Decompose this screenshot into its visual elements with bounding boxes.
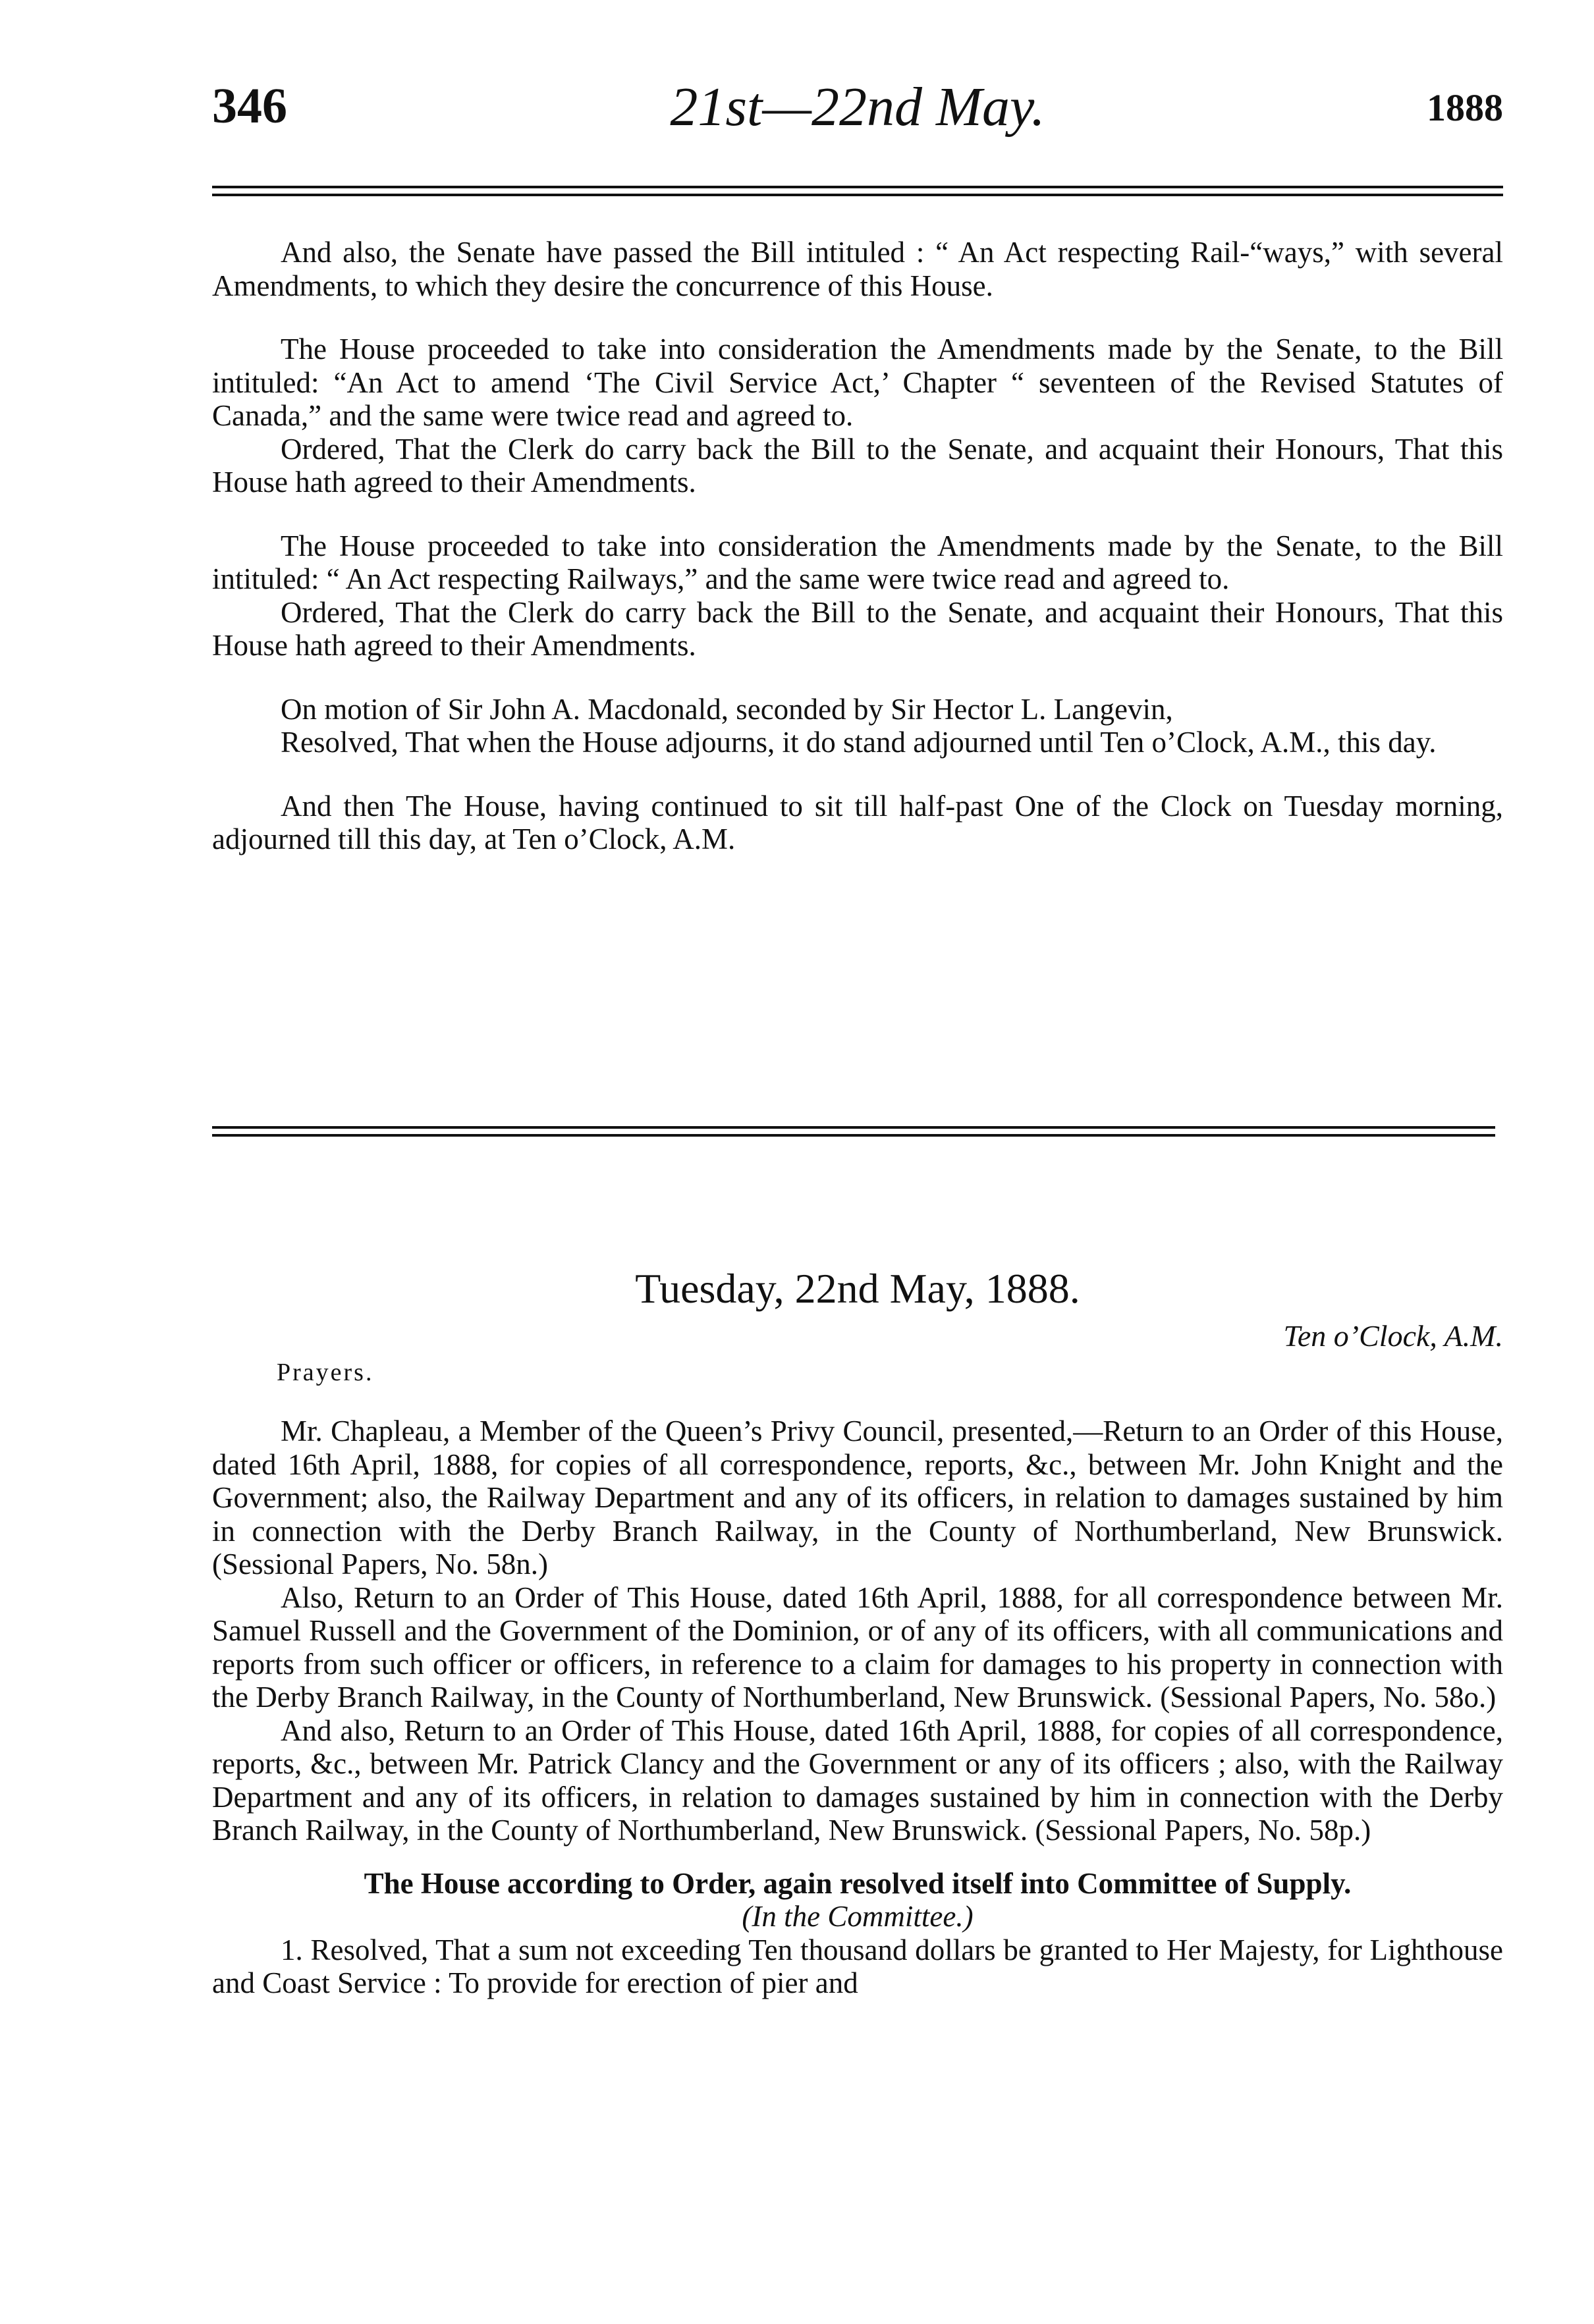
committee-of-supply-heading: The House according to Order, again resolved itself into Committee of Supply.	[364, 1866, 1352, 1900]
paragraph: The House proceeded to take into consideration the Amendments made by the Senate, to the Bill intituled: “An Act to amend ‘The Civil Service Act,’ Chapter “ seventeen of the Revised Statutes of Canada,” and the same were twice read and agreed to.	[212, 333, 1503, 432]
sitting-time: Ten o’Clock, A.M.	[1283, 1319, 1503, 1353]
paragraph: And also, Return to an Order of This House, dated 16th April, 1888, for copies of all correspondence, reports, &c., between Mr. Patrick Clancy and the Government or any of its officers ; also, with the Railway Department and any of its officers, in relation to damages sustained by him in connection with the Derby Branch Railway, in the County of Northumberland, New Brunswick. (Sessional Papers, No. 58p.)	[212, 1714, 1503, 1847]
header-year: 1888	[1427, 86, 1503, 129]
page-header	[212, 78, 1503, 150]
paragraph: Ordered, That the Clerk do carry back the Bill to the Senate, and acquaint their Honours, That this House hath agreed to their Amendments.	[212, 432, 1503, 499]
prayers-label: Prayers.	[277, 1359, 374, 1386]
header-title: 21st—22nd May.	[670, 76, 1045, 138]
paragraph: And also, the Senate have passed the Bill intituled : “ An Act respecting Rail-“ways,” with several Amendments, to which they desire the concurrence of this House.	[212, 236, 1503, 302]
in-committee-label: (In the Committee.)	[742, 1900, 974, 1933]
page-number: 346	[212, 78, 287, 134]
paragraph: 1. Resolved, That a sum not exceeding Ten thousand dollars be granted to Her Majesty, for Lighthouse and Coast Service : To provide for erection of pier and	[212, 1933, 1503, 1999]
section-may-21-text	[212, 236, 1503, 856]
paragraph: Ordered, That the Clerk do carry back the Bill to the Senate, and acquaint their Honours, That this House hath agreed to their Amendments.	[212, 595, 1503, 662]
paragraph: Resolved, That when the House adjourns, it do stand adjourned until Ten o’Clock, A.M., this day.	[281, 726, 1437, 759]
paragraph: Mr. Chapleau, a Member of the Queen’s Privy Council, presented,—Return to an Order of this House, dated 16th April, 1888, for copies of all correspondence, reports, &c., between Mr. John Knight and the Government; also, the Railway Department and any of its officers, in relation to damages sustained by him in connection with the Derby Branch Railway, in the County of Northumberland, New Brunswick. (Sessional Papers, No. 58n.)	[212, 1415, 1503, 1581]
paragraph: And then The House, having continued to sit till half-past One of the Clock on Tuesday morning, adjourned till this day, at Ten o’Clock, A.M.	[212, 789, 1503, 855]
section-divider-rule	[212, 1126, 1495, 1137]
header-double-rule	[212, 186, 1503, 196]
day-heading: Tuesday, 22nd May, 1888.	[635, 1265, 1080, 1312]
paragraph: Also, Return to an Order of This House, dated 16th April, 1888, for all correspondence between Mr. Samuel Russell and the Government of the Dominion, or of any of its officers, with all communications and reports from such officer or officers, in reference to a claim for damages to his property in connection with the Derby Branch Railway, in the County of Northumberland, New Brunswick. (Sessional Papers, No. 58o.)	[212, 1581, 1503, 1714]
paragraph: On motion of Sir John A. Macdonald, seconded by Sir Hector L. Langevin,	[281, 692, 1173, 726]
paragraph: The House proceeded to take into consideration the Amendments made by the Senate, to the Bill intituled: “ An Act respecting Railways,” and the same were twice read and agreed to.	[212, 529, 1503, 595]
section-may-22-text	[212, 1415, 1503, 2000]
